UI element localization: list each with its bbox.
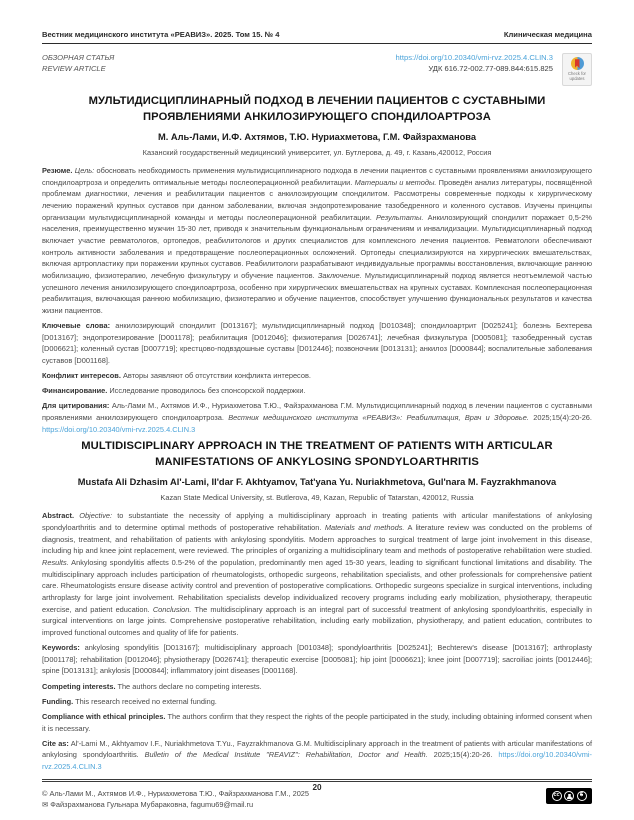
ethics-en: Compliance with ethical principles. The authors confirm that they respect the rights of the people participated in the study, including obtaining informed consent when it is necessary.: [42, 711, 592, 733]
citation-ru: Для цитирования: Аль-Лами М., Ахтямов И.Ф., Нуриахметова Т.Ю., Файзрахманова Г.М. Мультидисциплинарный подход в лечении пациентов с суставными проявлениями анкилозирующего спондилоартроза. Вестник медицинского института «РЕАВИЗ»: Реабилитация, Врач и Здоровье. 2025;15(4):20-26. https://doi.org/10.20340/vmi-rvz.2025.4.CLIN.3: [42, 401, 592, 434]
crossmark-label: Check for updates: [568, 71, 586, 81]
envelope-icon: ✉: [42, 800, 49, 810]
title-ru: МУЛЬТИДИСЦИПЛИНАРНЫЙ ПОДХОД В ЛЕЧЕНИИ ПАЦИЕНТОВ С СУСТАВНЫМИ ПРОЯВЛЕНИЯМИ АНКИЛОЗИРУЮЩЕГО СПОНДИЛОАРТРОЗА: [88, 95, 546, 123]
contact-line: [42, 799, 309, 810]
article-identifiers: [396, 53, 553, 74]
page-number: 20: [312, 783, 322, 792]
citation-en-doi-link[interactable]: https://doi.org/10.20340/vmi-rvz.2025.4.CLIN.3: [42, 750, 592, 772]
crossmark-icon: [571, 57, 584, 70]
cc-nc-icon: $: [577, 791, 587, 801]
cc-icon: cc: [552, 791, 562, 801]
abstract-en: Abstract. Objective: to substantiate the necessity of applying a multidisciplinary approach in treating patients with articular manifestations of ankylosing spondyloarthritis and to determine optimal methods of postoperative rehabilitation. Materials and methods. A literature review was conducted on the problems of diagnosis, treatment, and rehabilitation of patients with ankylosing spondylitis. Modern approaches to surgical treatment of large joint involvement in this disease, including hip and knee joint replacement, were reviewed. The principles of organizing a multidisciplinary team and methods of postoperative rehabilitation were studied. Results. Ankylosing spondylitis affects 0.5-2% of the population, predominantly men aged 15-30 years, leading to significant functional limitations and disability. The multidisciplinary approach includes participation of rheumatologists, orthopedic surgeons, rehabilitation specialists, and other professionals for comprehensive patient care. Rheumatologists ensure disease activity control and prevention of postoperative complications. Orthopedic surgeons specialize in surgical interventions, including arthroplasty for large joint involvement. Rehabilitation specialists develop individualized recovery programs including early mobilization, physiotherapy, therapeutic exercise, and patient education. Conclusion. The multidisciplinary approach is an integral part of successful treatment of ankylosing spondyloarthritis, especially in surgical interventions on large joints. Comprehensive postoperative rehabilitation, including early mobilization, physiotherapy, and patient education, contributes to improved functional outcomes and quality of life for patients.: [42, 511, 592, 637]
keywords-ru: Ключевые слова: анкилозирующий спондилит [D013167]; мультидисциплинарный подход [D010348]; спондилоартрит [D025241]; болезнь Бехтерева [D013167]; эндопротезирование [D001178]; реабилитация [D012046]; физиотерапия [D026741]; лечебная физкультура [D005081]; тазобедренный сустав [D006621]; коленный сустав [D007719]; крестцово-подвздошные суставы [D012446]; позвоночник [D013131]; анкилоз [D000844]; воспалительные заболевания суставов [D001168].: [42, 321, 592, 365]
affiliation-ru: Казанский государственный медицинский университет, ул. Бутлерова, д. 49, г. Казань,420012, Россия: [142, 148, 492, 157]
header-rule: [42, 43, 592, 44]
footer-rule: [42, 779, 592, 783]
affiliation-en: Kazan State Medical University, st. Butlerova, 49, Kazan, Republic of Tatarstan, 420012, Russia: [160, 493, 474, 503]
authors-ru: М. Аль-Лами, И.Ф. Ахтямов, Т.Ю. Нуриахметова, Г.М. Файзрахманова: [157, 132, 477, 142]
journal-title: Вестник медицинского института «РЕАВИЗ». 2025. Том 15. № 4: [42, 30, 280, 39]
citation-en: Cite as: Al'-Lami M., Akhtyamov I.F., Nuriakhmetova T.Yu., Fayzrakhmanova G.M. Multidisciplinary approach in the treatment of patients with articular manifestations of ankylosing spondyloarthritis. Bulletin of the Medical Institute "REAVIZ": Rehabilitation, Doctor and Health. 2025;15(4):20-26. https://doi.org/10.20340/vmi-rvz.2025.4.CLIN.3: [42, 738, 592, 772]
cc-by-icon: [564, 791, 574, 801]
funding-ru: Финансирование. Исследование проводилось без спонсорской поддержки.: [42, 386, 306, 396]
keywords-en: Keywords: ankylosing spondylitis [D013167]; multidisciplinary approach [D010348]; spondyloarthritis [D025241]; Bechterew's disease [D013167]; arthroplasty [D001178]; rehabilitation [D012046]; physiotherapy [D026741]; therapeutic exercise [D005081]; hip joint [D006621]; knee joint [D007719]; sacroiliac joints [D012446]; spine [D013131]; ankylosis [D000844]; inflammatory joint diseases [D001168].: [42, 643, 592, 676]
running-head: [42, 30, 592, 39]
conflict-of-interest-ru: Конфликт интересов. Авторы заявляют об отсутствии конфликта интересов.: [42, 371, 311, 381]
contact-email[interactable]: fagumu69@mail.ru: [190, 800, 254, 810]
authors-en: Mustafa Ali Dzhasim Al'-Lami, Il'dar F. Akhtyamov, Tat'yana Yu. Nuriakhmetova, Gul'nara M. Fayzrakhmanova: [77, 477, 557, 488]
doi-link[interactable]: https://doi.org/10.20340/vmi-rvz.2025.4.CLIN.3: [395, 53, 553, 62]
udc-code: УДК 616.72-002.77-089.844:615.825: [428, 63, 553, 73]
article-type-ru: ОБЗОРНАЯ СТАТЬЯ: [42, 53, 115, 62]
article-meta-row: [42, 53, 592, 86]
citation-ru-doi-link[interactable]: https://doi.org/10.20340/vmi-rvz.2025.4.CLIN.3: [42, 424, 196, 434]
article-type: [42, 53, 114, 74]
title-en: MULTIDISCIPLINARY APPROACH IN THE TREATMENT OF PATIENTS WITH ARTICULAR MANIFESTATIONS OF ANKYLOSING SPONDYLOARTHRITIS: [81, 440, 553, 468]
contact-name: Файзрахманова Гульнара Мубараковна,: [50, 800, 189, 810]
competing-interests-en: Competing interests. The authors declare no competing interests.: [42, 681, 262, 691]
section-title: Клиническая медицина: [503, 30, 592, 39]
crossmark-badge[interactable]: [562, 53, 592, 86]
article-type-en: REVIEW ARTICLE: [42, 63, 106, 73]
abstract-ru: Резюме. Цель: обосновать необходимость применения мультидисциплинарного подхода в лечении пациентов с суставными проявлениями анкилозирующего спондилоартроза и определить оптимальные методы послеоперационной реабилитации. Материалы и методы. Проведён анализ литературы, посвящённой проблемам диагностики, лечения и реабилитации пациентов с анкилозирующим спондилитом. Рассмотрены современные подходы к хирургическому лечению поражений крупных суставов при данном заболевании, включая эндопротезирование тазобедренного и коленного суставов. Изучены принципы организации мультидисциплинарной команды и методы послеоперационной реабилитации. Результаты. Анкилозирующий спондилит поражает 0,5-2% населения, преимущественно мужчин 15-30 лет, приводя к значительным функциональным ограничениям и инвалидизации. Мультидисциплинарный подход включает участие ревматологов, ортопедов, реабилитологов и других специалистов для комплексного лечения пациентов. Ревматологи обеспечивают контроль активности заболевания и предотвращение послеоперационных осложнений. Ортопеды специализируются на хирургических вмешательствах, включая артропластику при поражении крупных суставов. Реабилитологи разрабатывают индивидуальные программы восстановления, включающие раннюю мобилизацию, физиотерапию, лечебную физкультуру и обучение пациентов. Заключение. Мультидисциплинарный подход является неотъемлемой частью успешного лечения анкилозирующего спондилоартроза, особенно при хирургических вмешательствах на крупных суставах. Комплексная послеоперационная реабилитация, включающая раннюю мобилизацию, физиотерапию и обучение пациентов, способствует улучшению функциональных результатов и качества жизни пациентов.: [42, 166, 593, 315]
funding-en: Funding. This research received no external funding.: [42, 696, 217, 706]
copyright-line: © Аль-Лами М., Ахтямов И.Ф., Нуриахметова Т.Ю., Файзрахманова Г.М., 2025: [42, 789, 310, 799]
